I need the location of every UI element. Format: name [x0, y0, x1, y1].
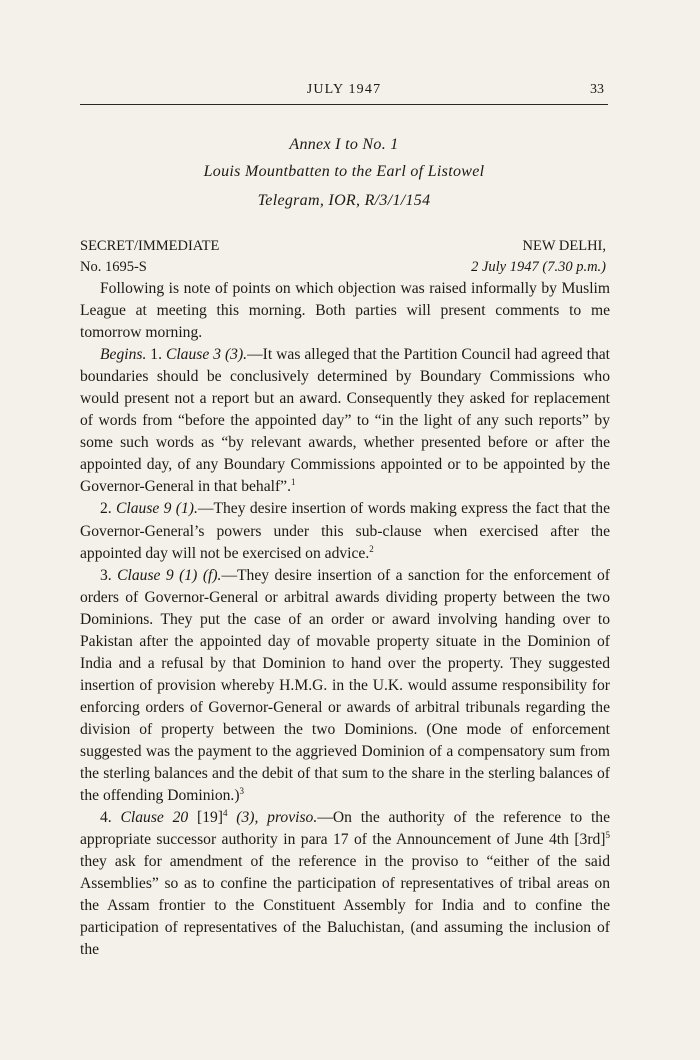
running-head-month: JULY 1947 — [306, 82, 382, 97]
footnote-ref-4: 4 — [222, 807, 228, 818]
point-2-text: —They desire insertion of words making express the fact that the Governor-General’s powers under this sub-clause when exercised after the appointed day will not be exercised on advice. — [80, 500, 610, 562]
begins-label: Begins. — [100, 346, 147, 364]
point-3-clause: Clause 9 (1) (f). — [117, 566, 222, 584]
point-4-proviso: (3), proviso. — [227, 809, 318, 827]
intro-text: Following is note of points on which objection was raised informally by Muslim League at meeting this morning. Both parties will present comments to me tomorrow morning. — [80, 280, 610, 342]
telegram-body — [80, 278, 610, 961]
point-1-clause: Clause 3 (3). — [165, 346, 248, 364]
point-1-number: 1. — [146, 346, 166, 364]
point-4-number: 4. — [100, 809, 121, 827]
telegram-number: No. 1695-S — [80, 259, 147, 275]
source-reference: Telegram, IOR, R/3/1/154 — [257, 192, 431, 209]
point-3-text: —They desire insertion of a sanction for the enforcement of orders of Governor-General or arbitral awards dividing property between the two Dominions. They put the case of an order or award involving handing over to Pakistan after the appointed day of movable property situate in the Dominion of India and a refusal by that Dominion to hand over the property. They suggested insertion of provision whereby H.M.G. in the U.K. would assume responsibility for enforcing orders of Governor-General or awards of arbitral tribunals regarding the division of property between the two Dominions. (One mode of enforcement suggested was the payment to the aggrieved Dominion of a compensatory sum from the sterling balances and the debit of that sum to the share in the sterling balances of the offending Dominion.) — [80, 566, 610, 805]
place: NEW DELHI, — [522, 238, 606, 254]
point-3-number: 3. — [100, 566, 118, 584]
point-2-number: 2. — [100, 500, 117, 518]
point-3-paragraph — [80, 565, 610, 808]
point-4-clause: Clause 20 — [120, 809, 197, 827]
point-2-clause: Clause 9 (1). — [116, 500, 198, 518]
point-4-text-a: —On the authority of the reference to the appropriate successor authority in para 17 of the Announcement of June 4th [3rd] — [80, 809, 610, 849]
point-2-paragraph — [80, 498, 610, 564]
footnote-ref-5: 5 — [605, 829, 610, 840]
point-4-paragraph — [80, 807, 610, 961]
point-1-text: —It was alleged that the Partition Council had agreed that boundaries should be conclusively determined by Boundary Commissions who would present not a report but an award. Consequently they asked for replacement of words from “before the appointed day” to “in the light of any such reports” by some such words as “by relevant awards, whether presented before or after the appointed day, of any Boundary Commissions appointed or to be appointed by the Governor-General in that behalf”. — [80, 346, 610, 496]
page-number: 33 — [590, 82, 604, 97]
point-4-text-b: they ask for amendment of the reference in the proviso to “either of the said Assemblies” so as to confine the participation of representatives of tribal areas on the Assam frontier to the Constituent Assembly for India and to confine the participation of representatives of the Baluchistan, (and assuming the inclusion of the — [80, 853, 610, 959]
telegram-date: 2 July 1947 (7.30 p.m.) — [471, 259, 606, 275]
footnote-ref-2: 2 — [369, 543, 374, 554]
footnote-ref-1: 1 — [290, 477, 296, 488]
point-4-bracket: [19] — [197, 809, 223, 827]
point-1-paragraph — [80, 344, 610, 498]
running-head — [80, 82, 608, 105]
classification: SECRET/IMMEDIATE — [80, 238, 220, 254]
footnote-ref-3: 3 — [239, 785, 245, 796]
annex-title: Annex I to No. 1 — [289, 136, 399, 153]
intro-paragraph — [80, 278, 610, 344]
correspondents-line: Louis Mountbatten to the Earl of Listowel — [203, 163, 485, 180]
